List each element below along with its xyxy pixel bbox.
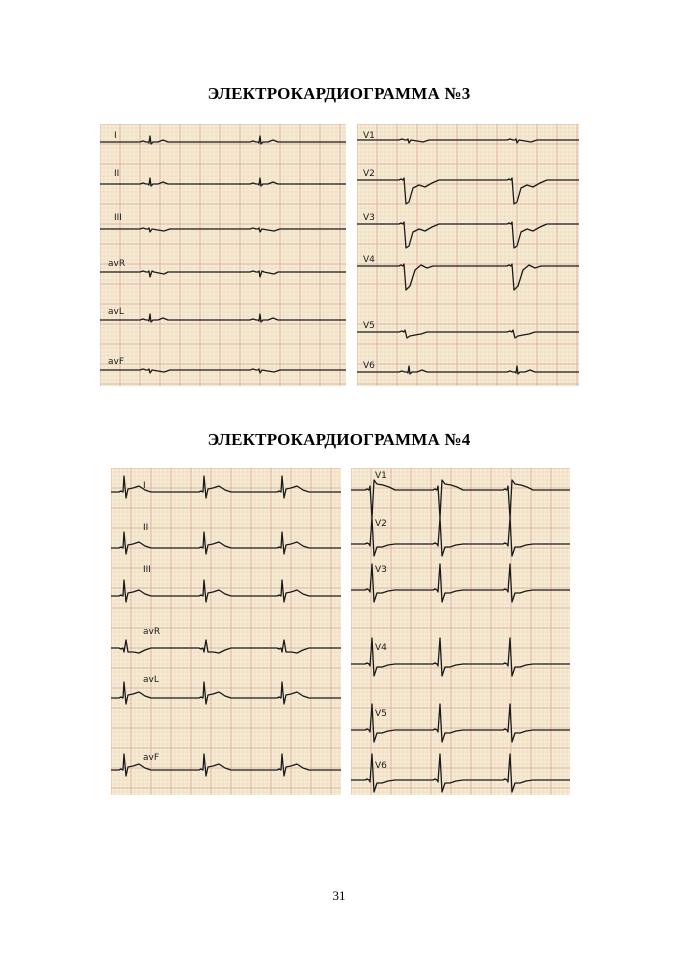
ecg3-limb-lead-label-avr: avR [108, 259, 126, 269]
ecg3-chest-trace-v6 [357, 366, 579, 374]
ecg4-limb-lead-label-ii: II [143, 523, 149, 533]
ecg4-limb-trace-avr [111, 640, 341, 653]
ecg3-limb-lead-label-iii: III [114, 213, 122, 223]
ecg4-limb-panel [111, 468, 341, 795]
ecg4-chest-lead-label-v6: V6 [375, 761, 387, 771]
ecg4-chest-lead-label-v3: V3 [375, 565, 387, 575]
ecg4-chest-panel [351, 468, 570, 795]
ecg3-limb-lead-label-avl: avL [108, 307, 124, 317]
ecg4-limb-trace-avl [111, 682, 341, 704]
ecg4-limb-strip [111, 468, 341, 795]
ecg3-chest-lead-label-v1: V1 [363, 131, 375, 141]
ecg3-limb-trace-ii [100, 178, 346, 186]
ecg4-limb-lead-label-avr: avR [143, 627, 161, 637]
ecg3-chest-strip [357, 124, 579, 386]
ecg3-limb-lead-label-i: I [114, 131, 117, 141]
ecg4-limb-lead-label-iii: III [143, 565, 151, 575]
ecg3-limb-lead-label-avf: avF [108, 357, 125, 367]
ecg3-limb-strip [100, 124, 346, 386]
ecg4-limb-lead-label-i: I [143, 481, 146, 491]
ecg3-limb-panel [100, 124, 346, 386]
ecg3-chest-lead-label-v5: V5 [363, 321, 375, 331]
ecg4-chest-lead-label-v4: V4 [375, 643, 387, 653]
ecg3-limb-lead-label-ii: II [114, 169, 120, 179]
ecg4-chest-lead-label-v1: V1 [375, 471, 387, 481]
ecg3-chest-lead-label-v6: V6 [363, 361, 375, 371]
ecg3-limb-trace-iii [100, 228, 346, 232]
page-number: 31 [332, 888, 346, 903]
ecg3-chest-trace-v1 [357, 139, 579, 143]
ecg3-chest-trace-v5 [357, 330, 579, 338]
ecg4-limb-trace-iii [111, 580, 341, 602]
ecg3-chest-lead-label-v4: V4 [363, 255, 375, 265]
ecg4-chest-lead-label-v2: V2 [375, 519, 387, 529]
ecg4-chest-trace-v1 [351, 480, 570, 518]
ecg3-chest-panel [357, 124, 579, 386]
ecg3-limb-trace-avf [100, 369, 346, 373]
ecg3-title: ЭЛЕКТРОКАРДИОГРАММА №3 [207, 84, 471, 103]
ecg4-limb-lead-label-avl: avL [143, 675, 159, 685]
ecg4-limb-lead-label-avf: avF [143, 753, 160, 763]
ecg4-chest-lead-label-v5: V5 [375, 709, 387, 719]
ecg4-chest-strip [351, 468, 570, 795]
ecg3-limb-trace-avl [100, 314, 346, 322]
ecg3-chest-lead-label-v2: V2 [363, 169, 375, 179]
ecg4-limb-trace-ii [111, 532, 341, 554]
ecg4-chest-trace-v6 [351, 754, 570, 792]
ecg4-title: ЭЛЕКТРОКАРДИОГРАММА №4 [207, 430, 471, 449]
ecg3-chest-lead-label-v3: V3 [363, 213, 375, 223]
